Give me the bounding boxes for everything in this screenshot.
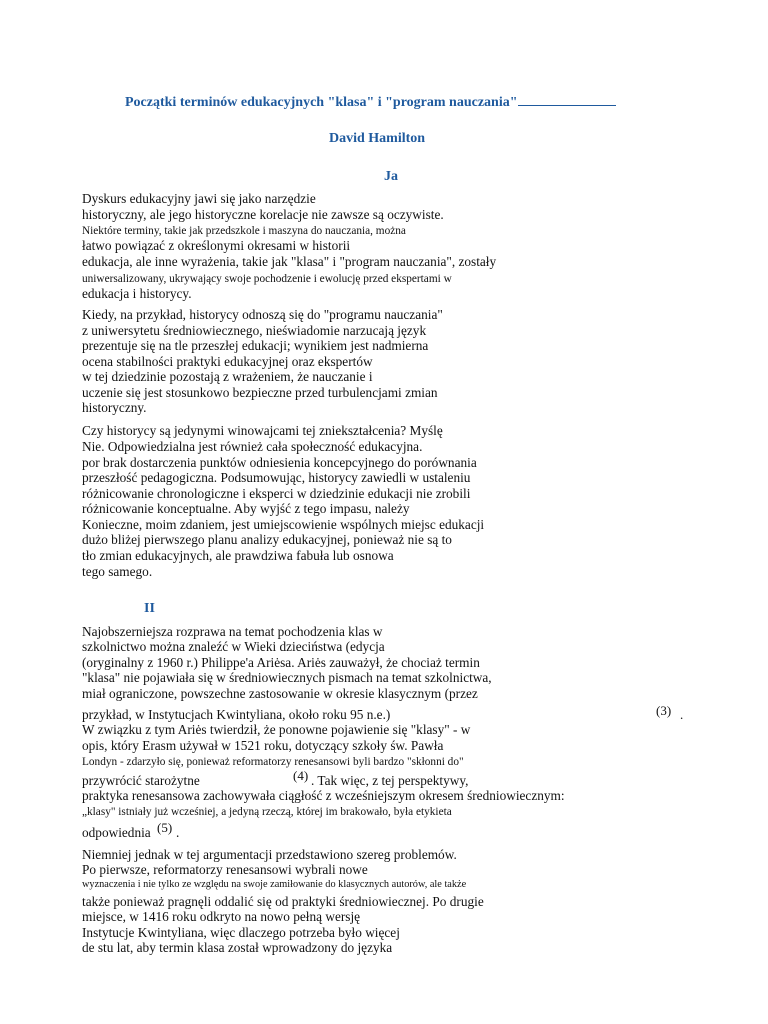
- paragraph-line: różnicowanie chronologiczne i eksperci w dziedzinie edukacji nie zrobili: [82, 486, 471, 501]
- paragraph-line: . Tak więc, z tej perspektywy,: [311, 773, 469, 788]
- paragraph-line: Konieczne, moim zdaniem, jest umiejscowienie wspólnych miejsc edukacji: [82, 517, 485, 532]
- footnote-ref-4: (4): [293, 768, 309, 783]
- paragraph-line: tło zmian edukacyjnych, ale prawdziwa fabuła lub osnowa: [82, 548, 394, 563]
- paragraph-line: także ponieważ pragnęli oddalić się od praktyki średniowiecznej. Po drugie: [82, 894, 484, 909]
- paragraph-line: uniwersalizowany, ukrywający swoje pochodzenie i ewolucję przed ekspertami w: [82, 273, 452, 285]
- paragraph-line: Instytucje Kwintyliana, więc dlaczego potrzeba było więcej: [82, 925, 400, 940]
- paragraph-line: szkolnictwo można znaleźć w Wieki dzieciństwa (edycja: [82, 639, 385, 654]
- footnote-ref-5: (5): [157, 820, 173, 835]
- author-name: David Hamilton: [329, 131, 426, 146]
- paragraph-line: edukacja i historycy.: [82, 286, 192, 301]
- footnote-ref-3: (3): [656, 703, 672, 718]
- paragraph-line: W związku z tym Ariės twierdził, że ponowne pojawienie się "klasy" - w: [82, 722, 471, 737]
- paragraph-line: Nie. Odpowiedzialna jest również cała społeczność edukacyjna.: [82, 439, 423, 454]
- section-heading-1: Ja: [384, 169, 398, 184]
- paragraph-line: ocena stabilności praktyki edukacyjnej oraz ekspertów: [82, 354, 373, 369]
- paragraph-line: praktyka renesansowa zachowywała ciągłość z wcześniejszym okresem średniowiecznym:: [82, 788, 565, 803]
- paragraph-line: Po pierwsze, reformatorzy renesansowi wybrali nowe: [82, 862, 368, 877]
- paragraph-line: de stu lat, aby termin klasa został wprowadzony do języka: [82, 940, 393, 955]
- paragraph-line: "klasa" nie pojawiała się w średniowiecznych pismach na temat szkolnictwa,: [82, 670, 492, 685]
- paragraph-line: prezentuje się na tle przeszłej edukacji; wynikiem jest nadmierna: [82, 338, 429, 353]
- paragraph-line: por brak dostarczenia punktów odniesienia koncepcyjnego do porównania: [82, 455, 477, 470]
- paragraph-line: Dyskurs edukacyjny jawi się jako narzędzie: [82, 191, 316, 206]
- paragraph-line: przywrócić starożytne: [82, 773, 200, 788]
- paragraph-line: Niektóre terminy, takie jak przedszkole i maszyna do nauczania, można: [82, 225, 406, 237]
- paragraph-line: (oryginalny z 1960 r.) Philippe'a Ariėsa. Ariės zauważył, że chociaż termin: [82, 655, 480, 670]
- paragraph-line: Najobszerniejsza rozprawa na temat pochodzenia klas w: [82, 624, 383, 639]
- paragraph-line: Czy historycy są jedynymi winowajcami tej zniekształcenia? Myślę: [82, 423, 443, 438]
- section-heading-2: II: [144, 601, 155, 616]
- paragraph-line: Londyn - zdarzyło się, ponieważ reformatorzy renesansowi byli bardzo "skłonni do": [82, 756, 464, 768]
- paragraph-line: łatwo powiązać z określonymi okresami w historii: [82, 238, 351, 253]
- paragraph-line: miejsce, w 1416 roku odkryto na nowo pełną wersję: [82, 909, 361, 924]
- title-underline: [518, 92, 616, 106]
- paragraph-line: uczenie się jest stosunkowo bezpieczne przed turbulencjami zmian: [82, 385, 438, 400]
- paragraph-line: różnicowanie konceptualne. Aby wyjść z tego impasu, należy: [82, 501, 410, 516]
- paragraph-line: tego samego.: [82, 564, 153, 579]
- paragraph-line: wyznaczenia i nie tylko ze względu na swoje zamiłowanie do klasycznych autorów, ale także: [82, 879, 467, 890]
- document-title-text: Początki terminów edukacyjnych "klasa" i "program nauczania": [125, 95, 518, 110]
- paragraph-line: miał ograniczone, powszechne zastosowanie w okresie klasycznym (przez: [82, 686, 478, 701]
- paragraph-line: Kiedy, na przykład, historycy odnoszą się do "programu nauczania": [82, 307, 443, 322]
- paragraph-line: opis, który Erasm używał w 1521 roku, dotyczący szkoły św. Pawła: [82, 738, 444, 753]
- paragraph-line: edukacja, ale inne wyrażenia, takie jak "klasa" i "program nauczania", zostały: [82, 254, 497, 269]
- paragraph-line: z uniwersytetu średniowiecznego, nieświadomie narzucają język: [82, 323, 427, 338]
- paragraph-line: odpowiednia: [82, 825, 151, 840]
- paragraph-line: dużo bliżej pierwszego planu analizy edukacyjnej, ponieważ nie są to: [82, 532, 452, 547]
- paragraph-line: .: [176, 825, 180, 840]
- paragraph-line: historyczny, ale jego historyczne korelacje nie zawsze są oczywiste.: [82, 207, 444, 222]
- footnote-ref-3-dot: .: [680, 707, 684, 722]
- paragraph-line: historyczny.: [82, 400, 147, 415]
- document-title: [125, 92, 616, 112]
- paragraph-line: „klasy" istniały już wcześniej, a jedyną rzeczą, której im brakowało, była etykieta: [82, 806, 452, 818]
- paragraph-line: przeszłość pedagogiczna. Podsumowując, historycy zawiedli w ustaleniu: [82, 470, 471, 485]
- paragraph-line: w tej dziedzinie pozostają z wrażeniem, że nauczanie i: [82, 369, 373, 384]
- paragraph-line: przykład, w Instytucjach Kwintyliana, około roku 95 n.e.): [82, 707, 391, 722]
- paragraph-line: Niemniej jednak w tej argumentacji przedstawiono szereg problemów.: [82, 847, 457, 862]
